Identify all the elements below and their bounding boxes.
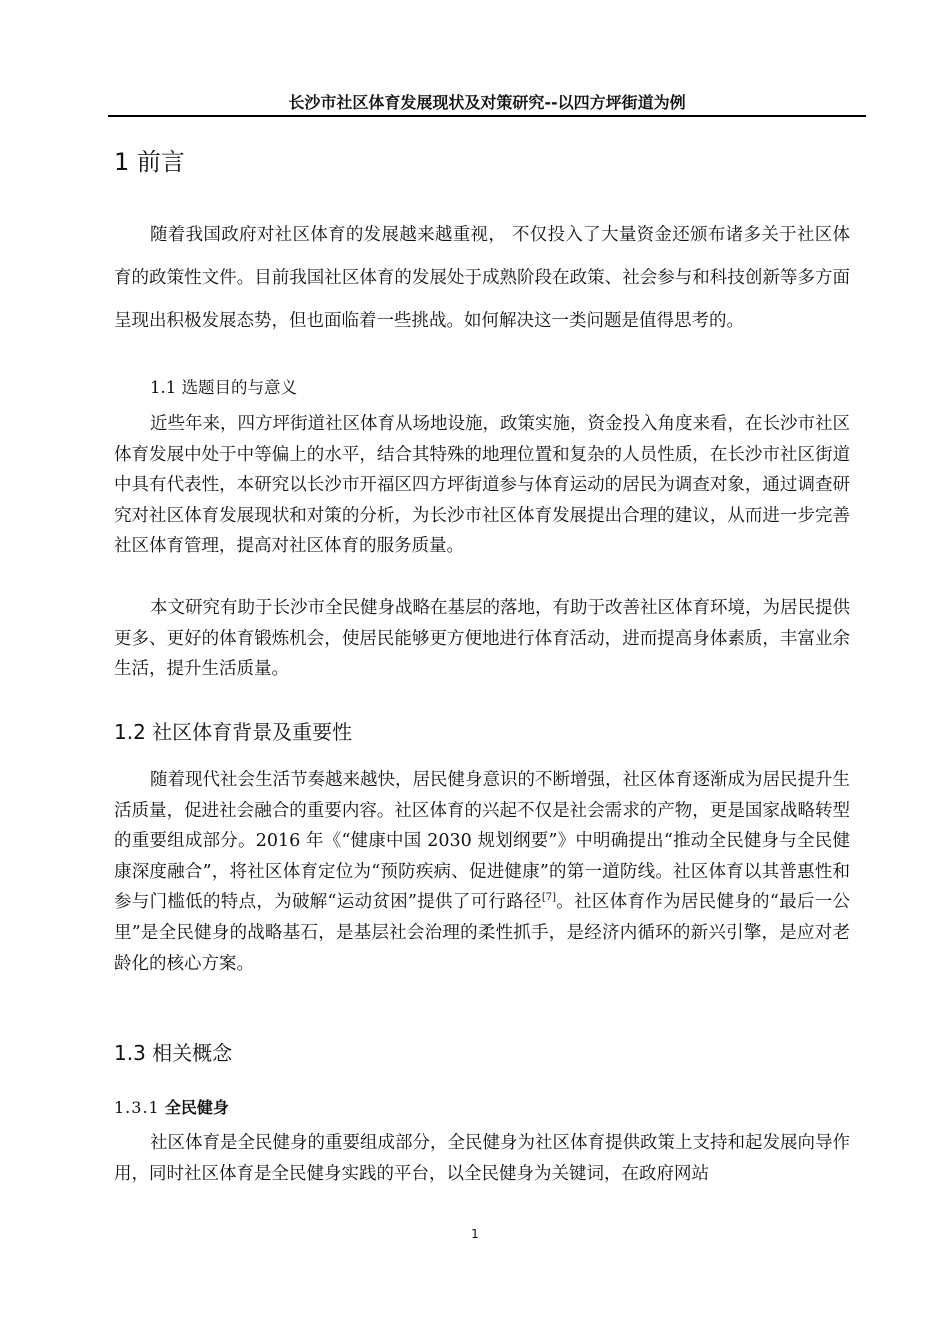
subsection-title: 全民健身	[164, 1098, 229, 1117]
running-header: 长沙市社区体育发展现状及对策研究--以四方坪街道为例	[288, 93, 686, 112]
citation-ref: [7]	[541, 892, 556, 904]
page-number: 1	[471, 1227, 479, 1241]
subsection-heading-1-3-1	[114, 1096, 229, 1120]
section-heading-1-2: 1.2 社区体育背景及重要性	[114, 720, 353, 744]
paragraph-1-2-text-b: 。社区体育作为居民健身的“最后一公里”是全民健身的战略基石，是基层社会治理的柔性抓手，是经济内循环的新兴引擎，是应对老龄化的核心方案。	[114, 892, 850, 974]
section-heading-1: 1 前言	[114, 148, 185, 176]
paragraph-1-2	[114, 765, 850, 979]
paragraph-1-3-1: 社区体育是全民健身的重要组成部分，全民健身为社区体育提供政策上支持和起发展向导作用，同时社区体育是全民健身实践的平台，以全民健身为关键词，在政府网站	[114, 1133, 850, 1184]
paragraph-1-1-a: 近些年来，四方坪街道社区体育从场地设施，政策实施，资金投入角度来看，在长沙市社区体育发展中处于中等偏上的水平，结合其特殊的地理位置和复杂的人员性质，在长沙市社区街道中具有代表性，本研究以长沙市开福区四方坪街道参与体育运动的居民为调查对象，通过调查研究对社区体育发展现状和对策的分析，为长沙市社区体育发展提出合理的建议，从而进一步完善社区体育管理，提高对社区体育的服务质量。	[114, 414, 850, 557]
section-heading-1-3: 1.3 相关概念	[114, 1041, 233, 1065]
paragraph-1-1-b: 本文研究有助于长沙市全民健身战略在基层的落地，有助于改善社区体育环境，为居民提供更多、更好的体育锻炼机会，使居民能够更方便地进行体育活动，进而提高身体素质，丰富业余生活，提升生活质量。	[114, 598, 850, 680]
paragraph-1-2-text-a: 随着现代社会生活节奏越来越快，居民健身意识的不断增强，社区体育逐渐成为居民提升生活质量，促进社会融合的重要内容。社区体育的兴起不仅是社会需求的产物，更是国家战略转型的重要组成部分。2016 年《“健康中国 2030 规划纲要”》中明确提出“推动全民健身与全民健康深度融合”，将社区体育定位为“预防疾病、促进健康”的第一道防线。社区体育以其普惠性和参与门槛低的特点，为破解“运动贫困”提供了可行路径	[114, 770, 850, 913]
header-rule	[108, 115, 866, 117]
intro-paragraph: 随着我国政府对社区体育的发展越来越重视， 不仅投入了大量资金还颁布诸多关于社区体育的政策性文件。目前我国社区体育的发展处于成熟阶段在政策、社会参与和科技创新等多方面呈现出积极发展态势，但也面临着一些挑战。如何解决这一类问题是值得思考的。	[114, 225, 850, 331]
subsection-number: 1.3.1	[114, 1098, 160, 1117]
subsection-title-1-1: 1.1 选题目的与意义	[150, 378, 297, 397]
